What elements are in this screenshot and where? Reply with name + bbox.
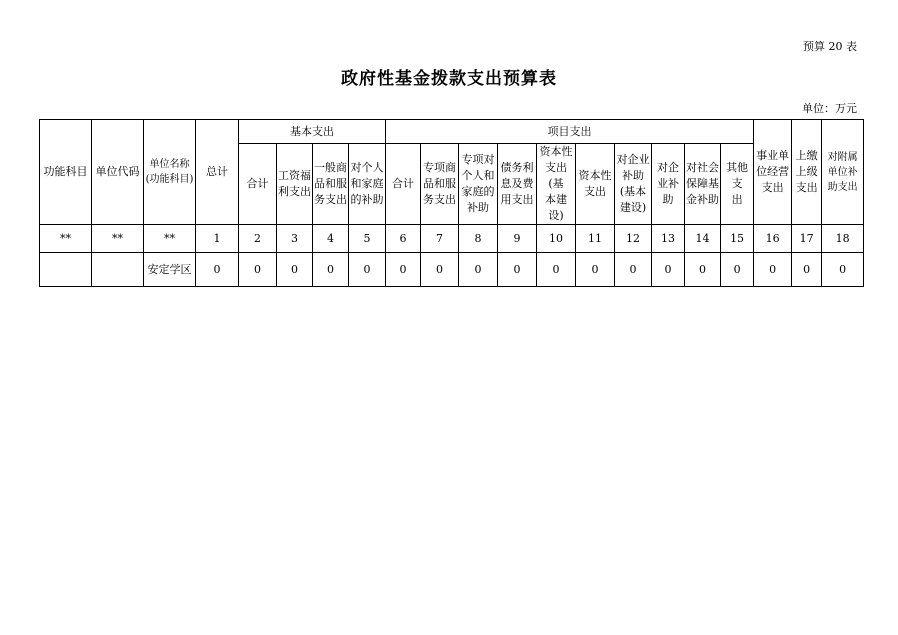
index-cell: 16 — [754, 225, 792, 253]
table-cell: 0 — [652, 253, 685, 287]
col-header-basic-subtotal: 合计 — [239, 144, 277, 225]
index-cell: 14 — [685, 225, 721, 253]
table-cell: 0 — [349, 253, 386, 287]
index-cell: 9 — [498, 225, 537, 253]
index-cell: 6 — [386, 225, 421, 253]
table-cell: 0 — [277, 253, 313, 287]
table-cell: 0 — [822, 253, 864, 287]
index-cell: 5 — [349, 225, 386, 253]
index-cell: 11 — [576, 225, 615, 253]
table-row — [40, 253, 864, 287]
col-header-basic-goods-services: 一般商 品和服 务支出 — [313, 144, 349, 225]
table-cell: 0 — [792, 253, 822, 287]
table-cell: 0 — [685, 253, 721, 287]
col-header-project-enterprise-subsidy: 对企 业补 助 — [652, 144, 685, 225]
col-header-project-other: 其他支 出 — [721, 144, 754, 225]
col-header-basic-wages: 工资福 利支出 — [277, 144, 313, 225]
col-header-remit-superior: 上缴 上级 支出 — [792, 120, 822, 225]
col-header-function-subject: 功能科目 — [40, 120, 92, 225]
table-cell: 0 — [386, 253, 421, 287]
index-cell: 12 — [615, 225, 652, 253]
index-cell: 10 — [537, 225, 576, 253]
col-header-unit-name: 单位名称 (功能科目) — [144, 120, 196, 225]
index-cell: ** — [144, 225, 196, 253]
index-cell: 17 — [792, 225, 822, 253]
table-cell: 0 — [313, 253, 349, 287]
table-cell: 0 — [421, 253, 459, 287]
index-cell: 1 — [196, 225, 239, 253]
header-row-groups — [40, 120, 864, 144]
form-code: 预算 20 表 — [803, 40, 857, 53]
page-title: 政府性基金拨款支出预算表 — [341, 69, 557, 89]
group-header-basic: 基本支出 — [239, 120, 386, 144]
table-cell: 0 — [239, 253, 277, 287]
col-header-project-social-security: 对社会 保障基 金补助 — [685, 144, 721, 225]
col-header-project-capital: 资本性 支出 — [576, 144, 615, 225]
budget-table — [39, 119, 864, 287]
index-cell: 4 — [313, 225, 349, 253]
col-header-basic-household-subsidy: 对个人 和家庭 的补助 — [349, 144, 386, 225]
table-cell: 0 — [498, 253, 537, 287]
index-cell: 7 — [421, 225, 459, 253]
col-header-project-goods-services: 专项商 品和服 务支出 — [421, 144, 459, 225]
table-cell: 0 — [615, 253, 652, 287]
col-header-project-household-subsidy: 专项对 个人和 家庭的 补助 — [459, 144, 498, 225]
col-header-subsidiary-subsidy: 对附属 单位补 助支出 — [822, 120, 864, 225]
table-cell: 0 — [576, 253, 615, 287]
index-cell: 13 — [652, 225, 685, 253]
group-header-project: 项目支出 — [386, 120, 754, 144]
col-header-project-capital-construction: 资本性 支出(基 本建设) — [537, 144, 576, 225]
index-cell: ** — [40, 225, 92, 253]
table-cell: 0 — [754, 253, 792, 287]
index-row — [40, 225, 864, 253]
unit-note: 单位：万元 — [802, 102, 857, 115]
index-cell: 3 — [277, 225, 313, 253]
index-cell: 18 — [822, 225, 864, 253]
col-header-project-enterprise-construction: 对企业 补助 (基本 建设) — [615, 144, 652, 225]
col-header-institution-operating: 事业单 位经营 支出 — [754, 120, 792, 225]
table-cell: 0 — [196, 253, 239, 287]
col-header-unit-code: 单位代码 — [92, 120, 144, 225]
index-cell: 2 — [239, 225, 277, 253]
index-cell: ** — [92, 225, 144, 253]
table-cell: 0 — [537, 253, 576, 287]
table-cell: 0 — [459, 253, 498, 287]
table-cell — [40, 253, 92, 287]
index-cell: 15 — [721, 225, 754, 253]
col-header-project-debt-interest: 债务利 息及费 用支出 — [498, 144, 537, 225]
index-cell: 8 — [459, 225, 498, 253]
col-header-total: 总计 — [196, 120, 239, 225]
col-header-project-subtotal: 合计 — [386, 144, 421, 225]
table-cell: 安定学区 — [144, 253, 196, 287]
table-cell: 0 — [721, 253, 754, 287]
table-cell — [92, 253, 144, 287]
